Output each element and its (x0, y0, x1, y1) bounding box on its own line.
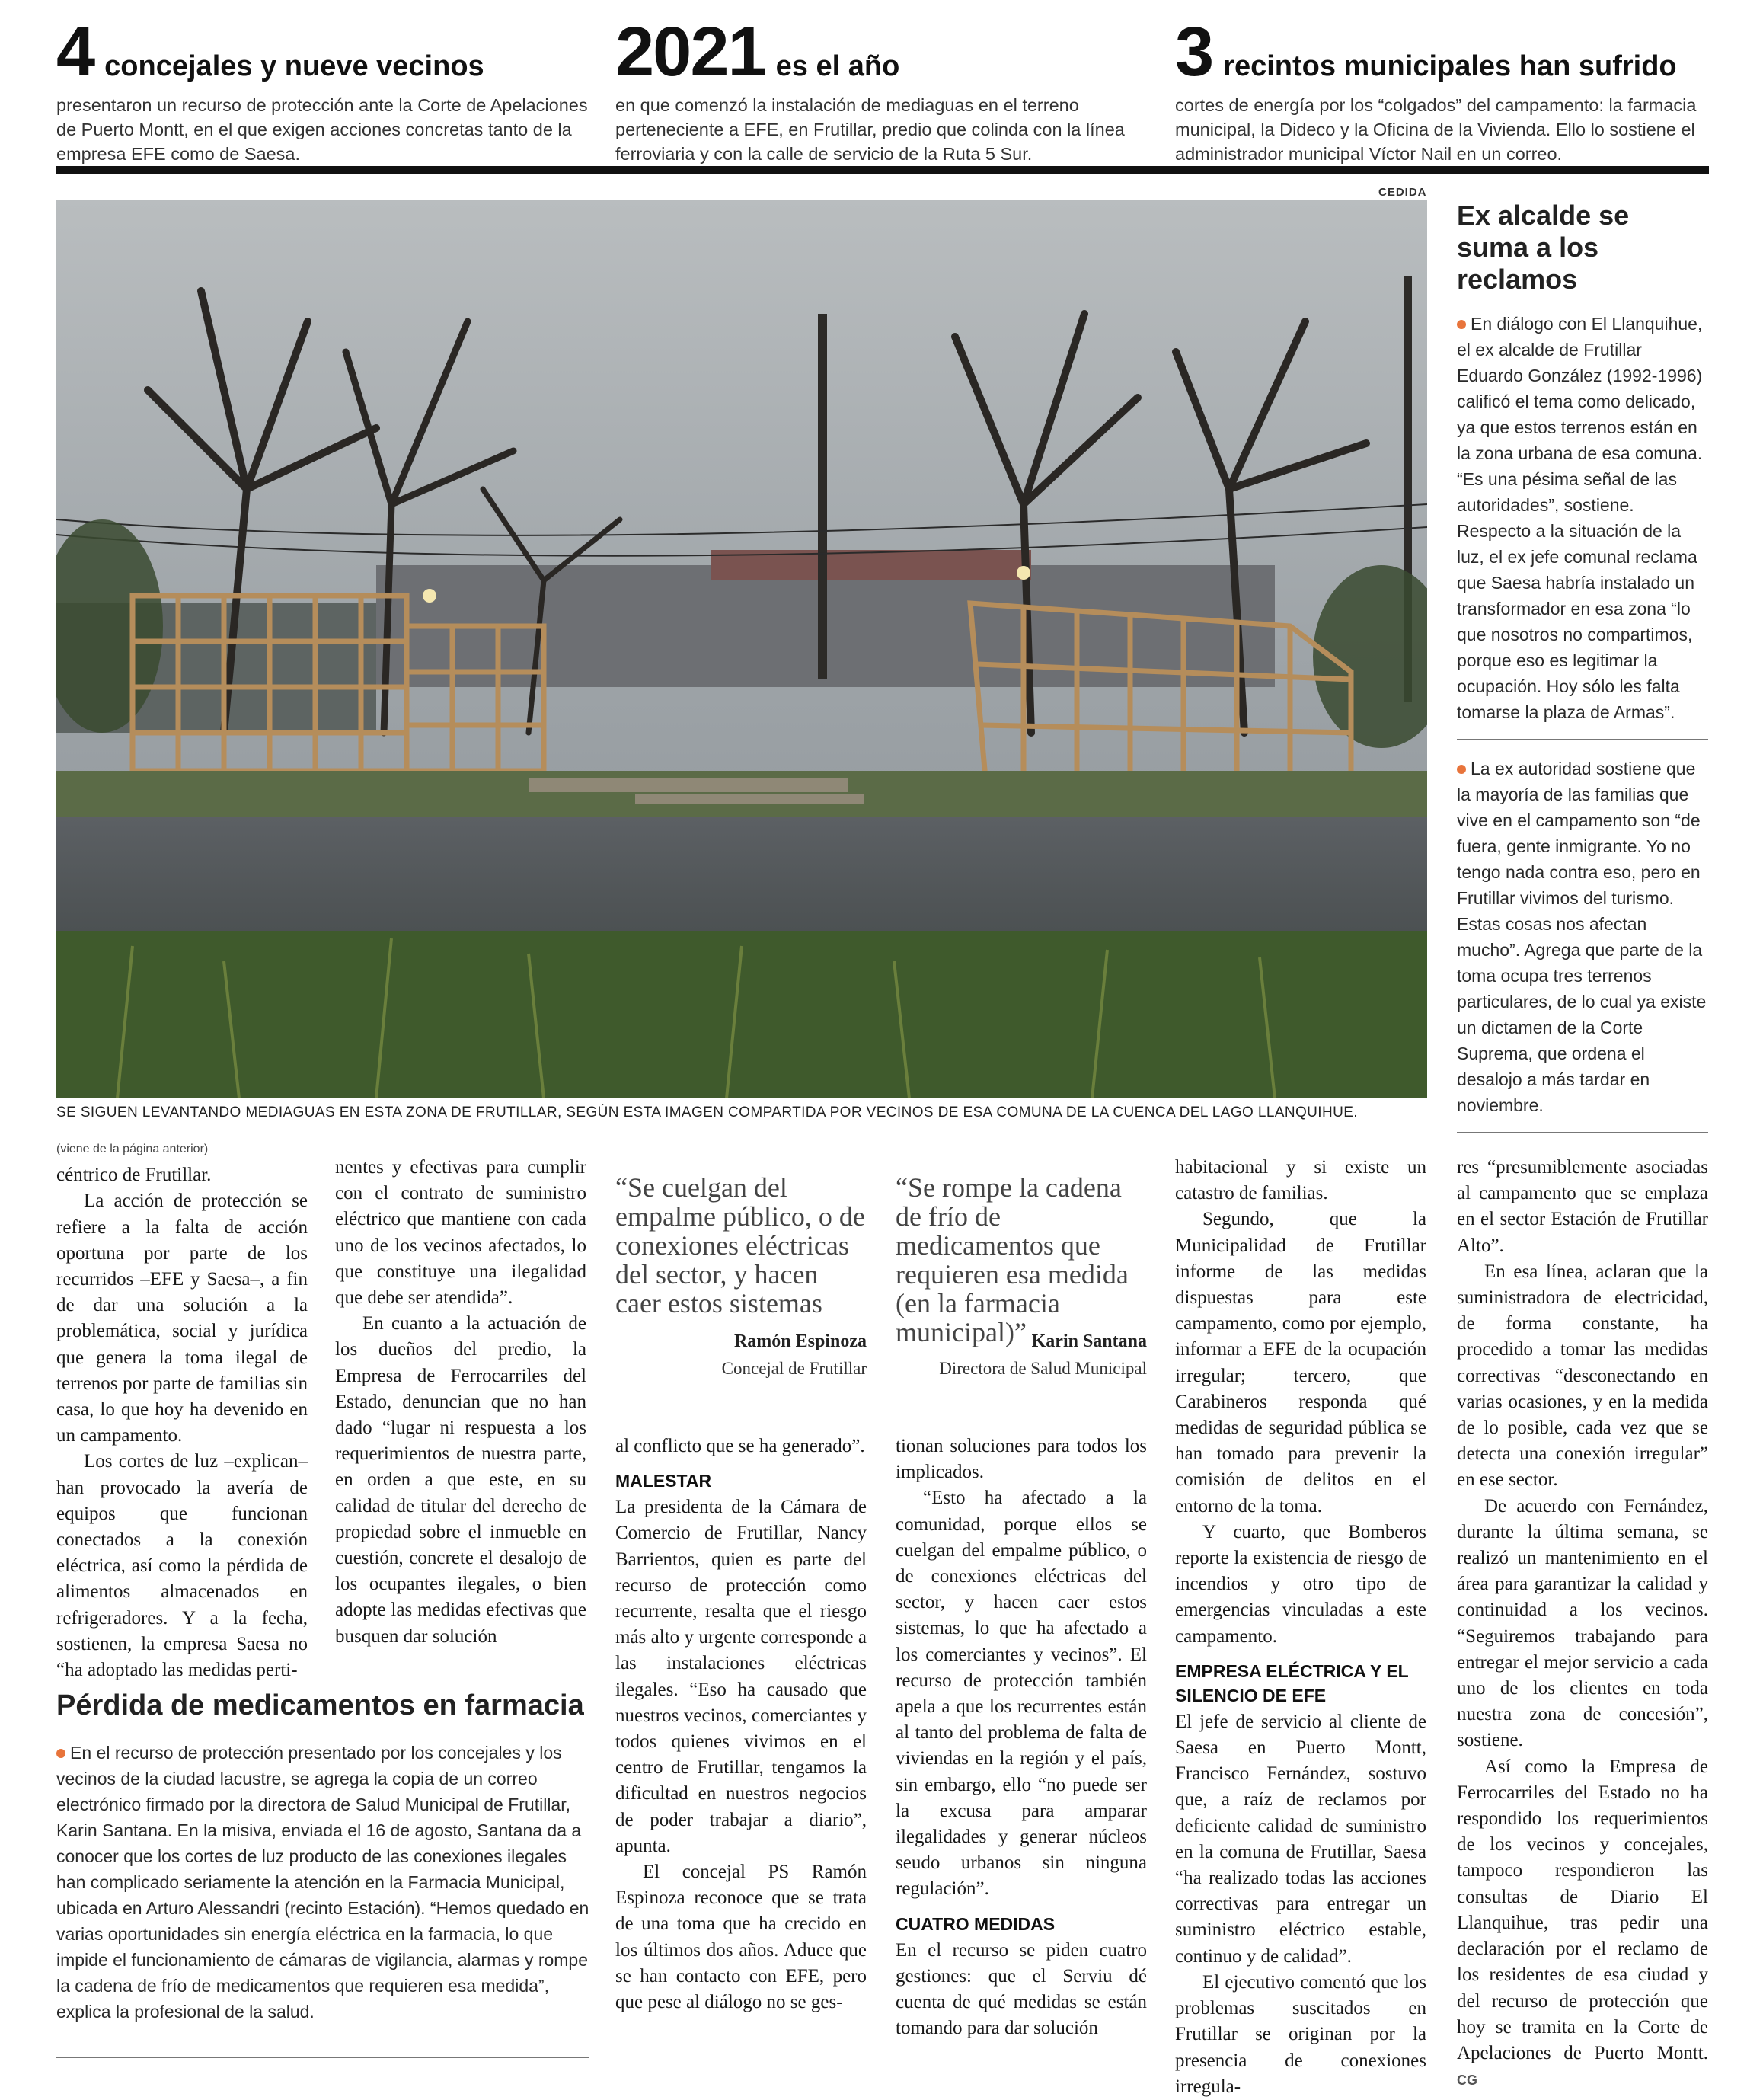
sidebar-paragraph (1457, 311, 1708, 725)
sidebar-ex-alcalde (1457, 200, 1708, 1133)
quote-role: Concejal de Frutillar (721, 1359, 867, 1378)
stat-text: en que comenzó la instalación de mediaguas en el terreno perteneciente a EFE, en Frutillar, predio que colinda con la línea ferroviaria y con la calle de servicio de la Ruta 5 Sur. (615, 95, 1125, 164)
article-column-6 (1457, 1155, 1708, 2093)
paragraph: tionan soluciones para todos los implicados. (896, 1436, 1147, 1483)
stat-lead: es el año (775, 50, 900, 82)
photo-caption: SE SIGUEN LEVANTANDO MEDIAGUAS EN ESTA ZONA DE FRUTILLAR, SEGÚN ESTA IMAGEN COMPARTIDA POR VECINOS DE ESA COMUNA DE LA CUENCA DEL LAGO LLANQUIHUE. (56, 1104, 1358, 1120)
stat-lead: recintos municipales han sufrido (1223, 50, 1677, 82)
paragraph: El jefe de servicio al cliente de Saesa en Puerto Montt, Francisco Fernández, sostuvo que, a raíz de reclamos por deficiente calidad de suministro en la comuna de Frutillar, Saesa “ha realizado todas las acciones correctivas para entregar un suministro eléctrico estable, continuo y de calidad”. (1175, 1711, 1426, 1967)
sidebar-paragraph (1457, 756, 1708, 1118)
sidebar-divider (1457, 1132, 1708, 1133)
bullet-dot-icon (1457, 320, 1466, 329)
sidebar-divider (1457, 739, 1708, 740)
stat-number: 2021 (615, 13, 765, 91)
quote-role: Directora de Salud Municipal (939, 1359, 1147, 1378)
paragraph: En cuanto a la actuación de los dueños del predio, la Empresa de Ferrocarriles del Estado, denuncian que no han dado “lugar ni respuesta a los requerimientos de nuestra parte, en orden a que este, en su calidad de titular del derecho de propiedad sobre el inmueble en cuestión, concrete el desalojo de los ocupantes ilegales, o bien adopte las medidas efectivas que busquen dar solución (335, 1313, 586, 1647)
stat-lead: concejales y nueve vecinos (104, 50, 484, 82)
paragraph: El ejecutivo comentó que los problemas suscitados en Frutillar se originan por la presencia de conexiones irregula- (1175, 1971, 1426, 2097)
stat-text: cortes de energía por los “colgados” del campamento: la farmacia municipal, la Dideco y la Oficina de la Vivienda. Ello lo sostiene el administrador municipal Víctor Nail en un correo. (1175, 95, 1697, 164)
pull-quote-espinoza: “Se cuelgan del empalme público, o de conexiones eléctricas del sector, y hacen caer estos sistemas (615, 1172, 865, 1318)
paragraph: “Esto ha afectado a la comunidad, porque ellos se cuelgan del empalme público, o de conexiones eléctricas del sector, y hacen caer estos sistemas, lo que ha afectado a los comerciantes y vecinos”. El recurso de protección también apela a que los recurrentes están al tanto del problema de falta de viviendas en la región y el país, sin embargo, ello “no puede ser la excusa para amparar ilegalidades y generar núcleos seudo urbanos sin ninguna regulación”. (896, 1488, 1147, 1900)
section-title: Pérdida de medicamentos en farmacia (56, 1689, 584, 1721)
paragraph: El concejal PS Ramón Espinoza reconoce que se trata de una toma que ha crecido en los últimos dos años. Aduce que se han contacto con EFE, pero que pese al diálogo no se ges- (615, 1862, 867, 2013)
paragraph: céntrico de Frutillar. (56, 1165, 212, 1186)
paragraph: En esa línea, aclaran que la suministradora de electricidad, de forma constante, ha procedido a tomar las medidas correctivas “desconectando en varias ocasiones, y en la medida de lo posible, cada vez que se detecta una conexión irregular” en ese sector. (1457, 1261, 1708, 1491)
bullet-dot-icon (1457, 765, 1466, 774)
subhead-empresa-electrica: EMPRESA ELÉCTRICA Y EL SILENCIO DE EFE (1175, 1661, 1409, 1705)
article-column-3 (615, 1434, 867, 2015)
stat-recintos (1175, 13, 1708, 166)
paragraph: Segundo, que la Municipalidad de Frutillar informe de las medidas dispuestas para este campamento, como por ejemplo, informar a EFE de la ocupación irregular; tercero, que Carabineros responda qué medidas de seguridad pública se han tomado para prevenir la comisión de delitos en el entorno de la toma. (1175, 1209, 1426, 1517)
paragraph: al conflicto que se ha generado”. (615, 1436, 865, 1456)
end-mark: CG (1457, 2073, 1477, 2089)
article-column-5 (1175, 1155, 1426, 2100)
continuation-note: (viene de la página anterior) (56, 1143, 209, 1155)
photo-credit: CEDIDA (1378, 186, 1427, 199)
paragraph: nentes y efectivas para cumplir con el contrato de suministro eléctrico que mantiene con cada uno de los vecinos afectados, lo que constituye una ilegalidad que debe ser atendida”. (335, 1157, 586, 1309)
quote-author: Ramón Espinoza (733, 1331, 867, 1351)
subhead-malestar: MALESTAR (615, 1471, 712, 1491)
pull-quote-santana: “Se rompe la cadena de frío de medicamentos que requieren esa medida (en la farmacia municipal)” (896, 1172, 1129, 1347)
paragraph-text: Así como la Empresa de Ferrocarriles del Estado no ha respondido los requerimientos de los vecinos y concejales, tampoco respondieron las consultas de Diario El Llanquihue, tras pedir una declaración por el reclamo de los residentes de esa ciudad y del recurso de protección que hoy se tramita en la Corte de Apelaciones de Puerto Montt. (1457, 1756, 1708, 2063)
subhead-cuatro-medidas: CUATRO MEDIDAS (896, 1913, 1056, 1934)
bullet-dot-icon (56, 1749, 65, 1758)
article-column-4 (896, 1434, 1147, 2041)
section-body (56, 1740, 589, 2025)
stat-concejales (56, 13, 589, 166)
sidebar-text: En diálogo con El Llanquihue, el ex alcalde de Frutillar Eduardo González (1992-1996) calificó el tema como delicado, ya que estos terrenos están en la zona urbana de esa comuna. “Es una pésima señal de las autoridades”, sostiene. Respecto a la situación de la luz, el ex jefe comunal reclama que Saesa habría instalado un transformador en esa zona “lo que nosotros no compartimos, porque eso es legitimar la ocupación. Hoy sólo les falta tomarse la plaza de Armas”. (1457, 314, 1703, 722)
stat-text: presentaron un recurso de protección ante la Corte de Apelaciones de Puerto Montt, en el que exigen acciones concretas tanto de la empresa EFE como de Saesa. (56, 95, 588, 164)
stat-year (615, 13, 1148, 166)
article-column-2 (335, 1155, 586, 1650)
paragraph: De acuerdo con Fernández, durante la última semana, se realizó un mantenimiento en el área para garantizar la calidad y continuidad a los vecinos. “Seguiremos trabajando para entregar el mejor servicio a cada uno de los clientes en toda nuestra zona de concesión”, sostiene. (1457, 1495, 1708, 1751)
stat-number: 4 (56, 13, 94, 91)
top-divider (56, 166, 1709, 174)
paragraph: Y cuarto, que Bomberos reporte la existencia de riesgo de incendios y otro tipo de emergencias vinculadas a este campamento. (1175, 1521, 1426, 1647)
quote-author: Karin Santana (1031, 1331, 1147, 1351)
section-divider (56, 2057, 589, 2058)
paragraph: En el recurso se piden cuatro gestiones: que el Serviu dé cuenta de qué medidas se están tomando para dar solución (896, 1939, 1147, 2039)
paragraph: habitacional y si existe un catastro de familias. (1175, 1157, 1426, 1204)
stat-number: 3 (1175, 13, 1213, 91)
photo-illustration (56, 200, 1427, 1098)
paragraph: La presidenta de la Cámara de Comercio de Frutillar, Nancy Barrientos, quien es parte del recurso de protección como recurrente, resalta que el riesgo más alto y urgente corresponde a las instalaciones eléctricas ilegales. “Eso ha causado que nuestros vecinos, comerciantes y todos quienes vivimos en el centro de Frutillar, tengamos la dificultad en nuestros negocios de poder trabajar a diario”, apunta. (615, 1497, 867, 1856)
article-column-1 (56, 1136, 308, 1683)
paragraph: res “presumiblemente asociadas al campamento que se emplaza en el sector Estación de Frutillar Alto”. (1457, 1157, 1708, 1256)
sidebar-text: La ex autoridad sostiene que la mayoría de las familias que vive en el campamento son “de fuera, gente inmigrante. Yo no tengo nada contra eso, pero en Frutillar vivimos del turismo. Estas cosas nos afectan mucho”. Agrega que parte de la toma ocupa tres terrenos particulares, de lo cual ya existe un dictamen de la Corte Suprema, que ordena el desalojo a más tardar en noviembre. (1457, 759, 1707, 1115)
sidebar-title: Ex alcalde se suma a los reclamos (1457, 200, 1630, 295)
section-text: En el recurso de protección presentado por los concejales y los vecinos de la ciudad lacustre, se agrega la copia de un correo electrónico firmado por la directora de Salud Municipal de Frutillar, Karin Santana. En la misiva, enviada el 16 de agosto, Santana da a conocer que los cortes de luz producto de las conexiones ilegales han complicado seriamente la atención en la Farmacia Municipal, ubicada en Arturo Alessandri (recinto Estación). “Hemos quedado en varias oportunidades sin energía eléctrica en la farmacia, lo que impide el funcionamiento de cámaras de vigilancia, alarmas y rompe la cadena de frío de medicamentos que requieren esa medida”, explica la profesional de la salud. (56, 1743, 589, 2022)
photo-campamento (56, 200, 1427, 1098)
paragraph (1457, 1754, 1708, 2094)
paragraph: Los cortes de luz –explican– han provocado la avería de equipos que funcionan conectados a la conexión eléctrica, así como la pérdida de alimentos almacenados en refrigeradores. Y a la fecha, sostienen, la empresa Saesa no “ha adoptado las medidas perti- (56, 1451, 308, 1681)
paragraph: La acción de protección se refiere a la falta de acción oportuna por parte de los recurridos –EFE y Saesa–, a fin de dar una solución a la problemática, social y jurídica que genera la toma ilegal de terrenos por parte de familias sin casa, lo que hoy ha devenido en un campamento. (56, 1191, 308, 1446)
